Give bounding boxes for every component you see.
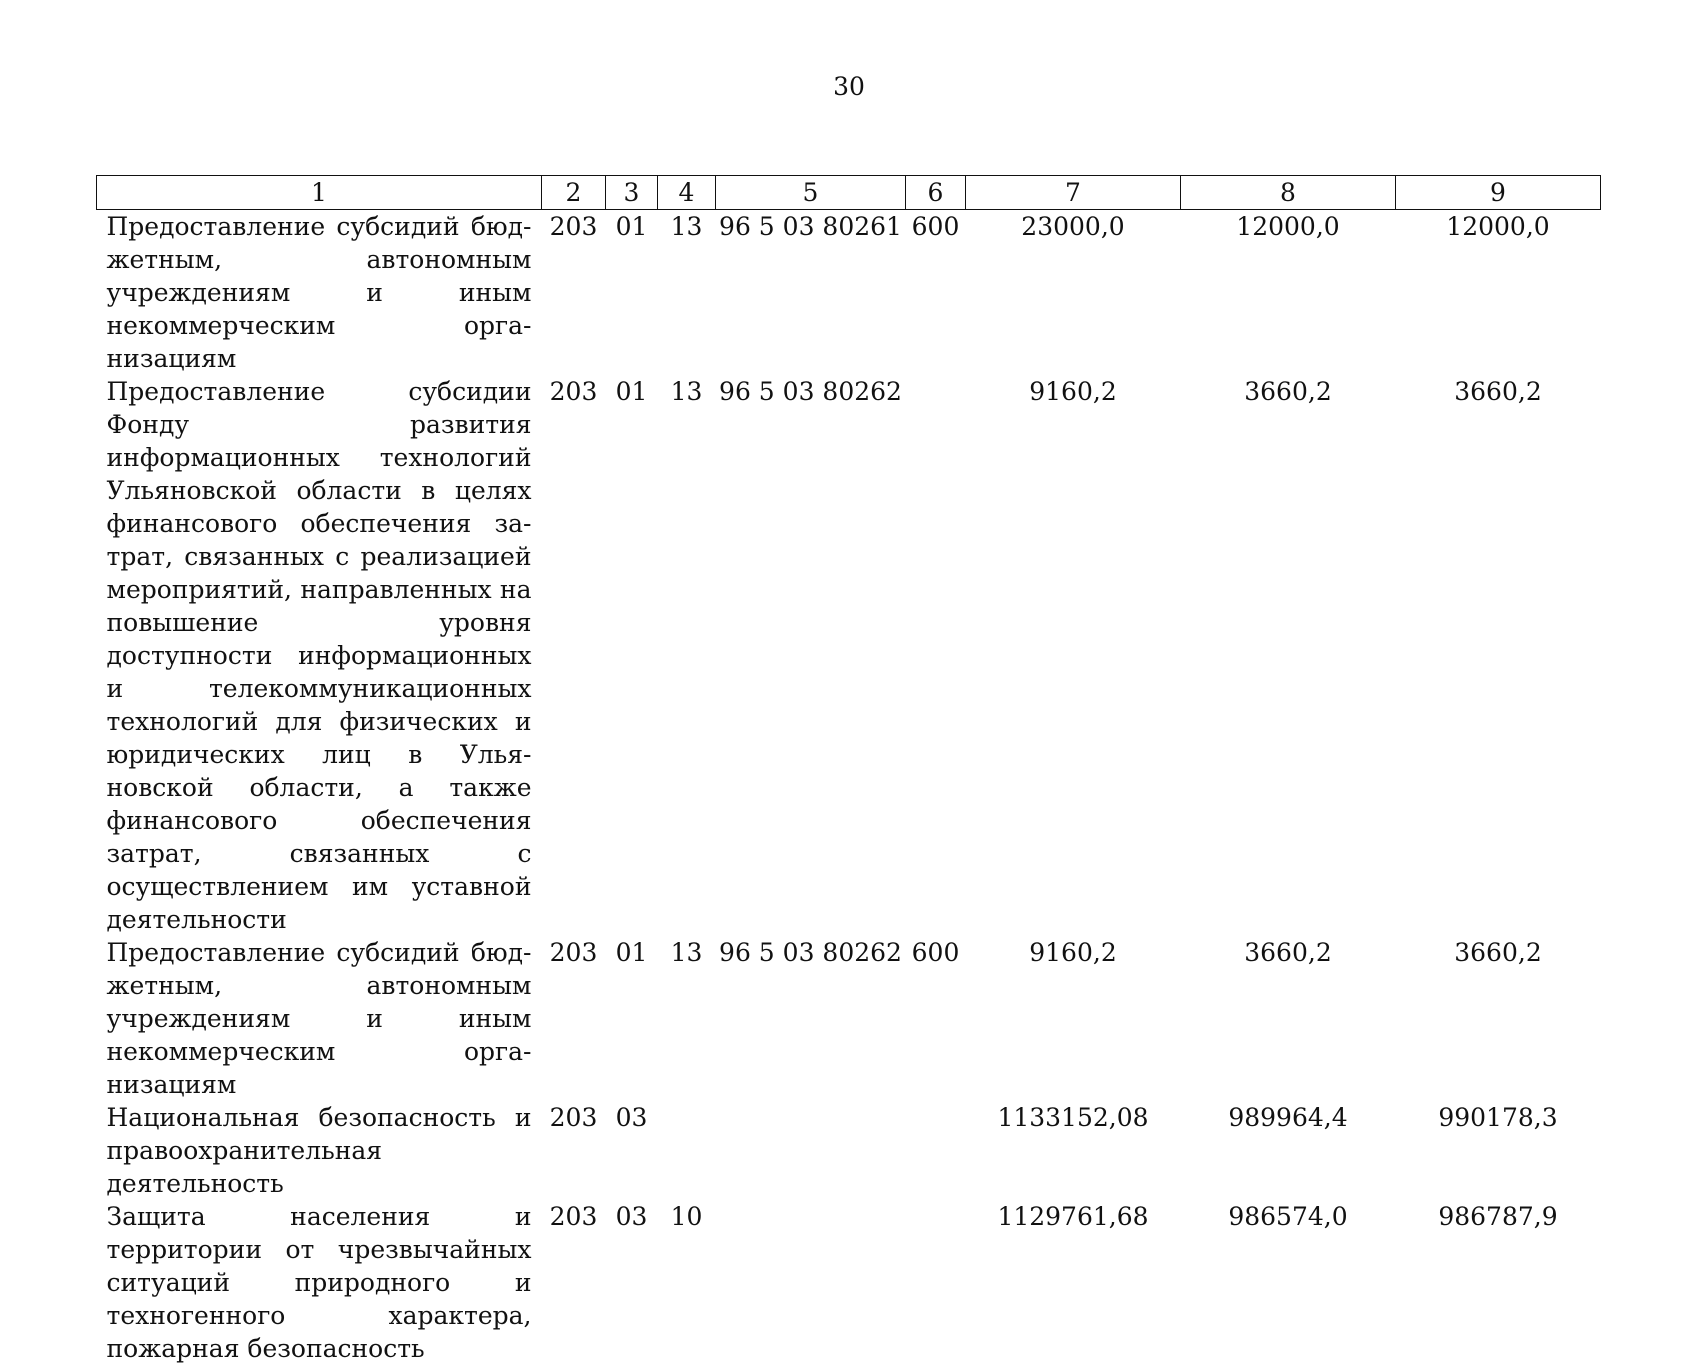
row-cell-6 [906, 1101, 966, 1200]
column-header-2: 2 [542, 176, 606, 210]
row-cell-9: 12000,0 [1446, 212, 1550, 241]
row-cell-4 [658, 1101, 716, 1200]
row-cell-9: 3660,2 [1454, 377, 1542, 406]
table-row [97, 936, 1601, 1101]
row-cell-9: 990178,3 [1438, 1103, 1558, 1132]
row-cell-7: 1129761,68 [997, 1202, 1149, 1231]
row-cell-5: 96 5 03 80262 [719, 377, 902, 406]
row-cell-6 [906, 1200, 966, 1365]
column-header-7: 7 [966, 176, 1181, 210]
row-cell-5: 96 5 03 80261 [719, 212, 902, 241]
row-cell-7: 9160,2 [1029, 938, 1117, 967]
row-cell-8: 12000,0 [1236, 212, 1340, 241]
row-cell-4: 13 [670, 377, 703, 406]
column-header-5: 5 [716, 176, 906, 210]
row-cell-7: 1133152,08 [997, 1103, 1149, 1132]
column-header-1: 1 [97, 176, 542, 210]
table-header-row [97, 176, 1601, 210]
column-header-4: 4 [658, 176, 716, 210]
budget-table [96, 175, 1601, 1365]
row-cell-9: 986787,9 [1438, 1202, 1558, 1231]
row-cell-8: 989964,4 [1228, 1103, 1348, 1132]
row-cell-6 [906, 375, 966, 936]
page-number: 30 [833, 72, 865, 101]
row-cell-8: 3660,2 [1244, 938, 1332, 967]
row-description: Предоставление субсидии Фонду развития информационных технологий Ульяновской области в целях финансового обеспечения затрат, связанных с реализацией мероприятий, направленных на повышение уровня доступности информационных и телекоммуникационных технологий для физических и юридических лиц в Ульяновской области, а также финансового обеспечения затрат, связанных с осуществлением им уставной деятельности [106, 377, 532, 934]
row-cell-9: 3660,2 [1454, 938, 1542, 967]
row-cell-5 [716, 1101, 906, 1200]
row-cell-6: 600 [911, 938, 960, 967]
row-cell-7: 9160,2 [1029, 377, 1117, 406]
row-description: Предоставление субсидий бюджетным, автономным учреждениям и иным некоммерческим организациям [106, 212, 532, 373]
row-cell-6: 600 [911, 212, 960, 241]
row-cell-2: 203 [549, 1202, 598, 1231]
row-cell-2: 203 [549, 212, 598, 241]
row-cell-4: 10 [670, 1202, 703, 1231]
row-cell-4: 13 [670, 212, 703, 241]
row-cell-5 [716, 1200, 906, 1365]
table-row [97, 1200, 1601, 1365]
row-description: Защита населения и территории от чрезвычайных ситуаций природного и техногенного характера, пожарная безопасность [106, 1202, 532, 1363]
column-header-8: 8 [1181, 176, 1396, 210]
row-cell-7: 23000,0 [1021, 212, 1125, 241]
row-description: Предоставление субсидий бюджетным, автономным учреждениям и иным некоммерческим организациям [106, 938, 532, 1099]
row-cell-3: 01 [615, 212, 648, 241]
column-header-3: 3 [606, 176, 658, 210]
row-cell-2: 203 [549, 938, 598, 967]
row-cell-4: 13 [670, 938, 703, 967]
row-cell-8: 986574,0 [1228, 1202, 1348, 1231]
row-cell-3: 03 [615, 1202, 648, 1231]
row-cell-5: 96 5 03 80262 [719, 938, 902, 967]
table-row [97, 210, 1601, 376]
row-cell-2: 203 [549, 377, 598, 406]
table-row [97, 1101, 1601, 1200]
row-cell-8: 3660,2 [1244, 377, 1332, 406]
row-cell-2: 203 [549, 1103, 598, 1132]
row-description: Национальная безопасность и правоохранительная деятельность [106, 1103, 532, 1198]
column-header-6: 6 [906, 176, 966, 210]
table-row [97, 375, 1601, 936]
column-header-9: 9 [1396, 176, 1601, 210]
row-cell-3: 03 [615, 1103, 648, 1132]
row-cell-3: 01 [615, 377, 648, 406]
row-cell-3: 01 [615, 938, 648, 967]
